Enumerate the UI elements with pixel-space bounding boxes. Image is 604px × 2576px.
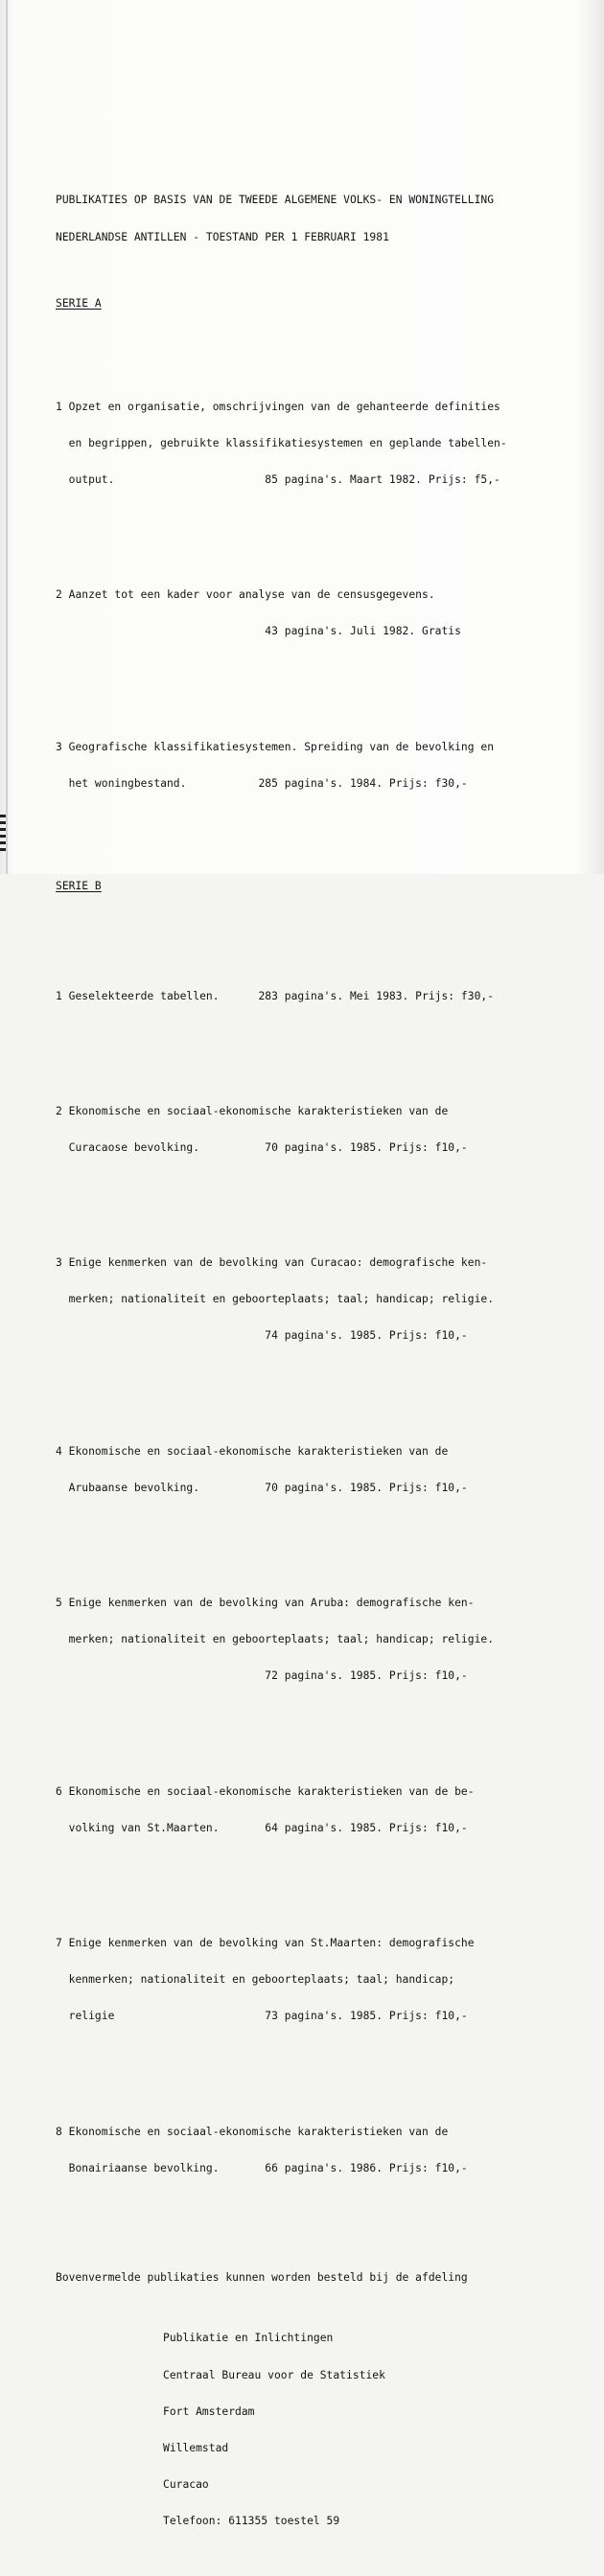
order-intro: Bovenvermelde publikaties kunnen worden besteld bij de afdeling xyxy=(56,2270,468,2284)
serie-a-item-1 xyxy=(56,377,573,511)
serie-a-item-2 xyxy=(56,565,573,663)
serie-b-item-5 xyxy=(56,1574,573,1708)
serie-b-item-4 xyxy=(56,1421,573,1519)
address-line: Centraal Bureau voor de Statistiek xyxy=(163,2368,385,2381)
list-item-line: kenmerken; nationaliteit en geboorteplaats; taal; handicap; xyxy=(56,1973,455,1987)
serie-b-item-7 xyxy=(56,1914,573,2048)
serie-b-heading: SERIE B xyxy=(56,880,102,893)
serie-b-item-8 xyxy=(56,2102,573,2199)
serie-b-item-3 xyxy=(56,1233,573,1368)
serie-b-item-6 xyxy=(56,1761,573,1859)
publication-list xyxy=(56,171,573,2576)
serie-b-item-2 xyxy=(56,1081,573,1179)
list-item-line: merken; nationaliteit en geboorteplaats; taal; handicap; religie. xyxy=(56,1633,495,1646)
list-item-line: 2 Ekonomische en sociaal-ekonomische karakteristieken van de xyxy=(56,1104,449,1117)
list-item-line: output. 85 pagina's. Maart 1982. Prijs: f5,- xyxy=(56,472,500,486)
address-telephone: Telefoon: 611355 toestel 59 xyxy=(163,2514,340,2527)
scan-edge-marks xyxy=(0,815,6,853)
list-item-line: 74 pagina's. 1985. Prijs: f10,- xyxy=(56,1329,468,1343)
list-item-line: merken; nationaliteit en geboorteplaats; taal; handicap; religie. xyxy=(56,1293,495,1306)
serie-a-heading: SERIE A xyxy=(56,297,102,310)
document-title-line-2: NEDERLANDSE ANTILLEN - TOESTAND PER 1 FEBRUARI 1981 xyxy=(56,230,389,243)
list-item-line: 1 Opzet en organisatie, omschrijvingen van de gehanteerde definities xyxy=(56,400,500,413)
list-item-line: 3 Enige kenmerken van de bevolking van Curacao: demografische ken- xyxy=(56,1256,488,1270)
list-item-line: 2 Aanzet tot een kader voor analyse van de censusgegevens. xyxy=(56,588,435,602)
document-title-line-1: PUBLIKATIES OP BASIS VAN DE TWEEDE ALGEMENE VOLKS- EN WONINGTELLING xyxy=(56,194,495,207)
list-item-line: 6 Ekonomische en sociaal-ekonomische karakteristieken van de be- xyxy=(56,1784,475,1798)
list-item-line: volking van St.Maarten. 64 pagina's. 1985. Prijs: f10,- xyxy=(56,1821,468,1834)
address-line: Willemstad xyxy=(163,2441,229,2454)
list-item-line: 43 pagina's. Juli 1982. Gratis xyxy=(56,625,461,638)
binding-edge xyxy=(6,0,8,874)
list-item-line: 8 Ekonomische en sociaal-ekonomische karakteristieken van de xyxy=(56,2125,449,2138)
list-item-line: Bonairiaanse bevolking. 66 pagina's. 1986. Prijs: f10,- xyxy=(56,2161,468,2174)
address-line: Fort Amsterdam xyxy=(163,2404,255,2418)
list-item-line: het woningbestand. 285 pagina's. 1984. Prijs: f30,- xyxy=(56,776,468,790)
address-line: Publikatie en Inlichtingen xyxy=(163,2332,334,2345)
serie-a-item-3 xyxy=(56,717,573,815)
list-item-line: en begrippen, gebruikte klassifikatiesystemen en geplande tabellen- xyxy=(56,436,507,449)
list-item-line: 7 Enige kenmerken van de bevolking van St.Maarten: demografische xyxy=(56,1937,475,1950)
list-item-line: religie 73 pagina's. 1985. Prijs: f10,- xyxy=(56,2010,468,2023)
serie-b-item-1 xyxy=(56,966,573,1027)
address-line: Curacao xyxy=(163,2477,209,2491)
list-item-line: 1 Geselekteerde tabellen. 283 pagina's. Mei 1983. Prijs: f30,- xyxy=(56,989,495,1002)
list-item-line: Arubaanse bevolking. 70 pagina's. 1985. Prijs: f10,- xyxy=(56,1481,468,1494)
list-item-line: Curacaose bevolking. 70 pagina's. 1985. Prijs: f10,- xyxy=(56,1140,468,1154)
list-item-line: 5 Enige kenmerken van de bevolking van Aruba: demografische ken- xyxy=(56,1597,475,1610)
list-item-line: 72 pagina's. 1985. Prijs: f10,- xyxy=(56,1669,468,1683)
list-item-line: 3 Geografische klassifikatiesystemen. Spreiding van de bevolking en xyxy=(56,740,495,753)
list-item-line: 4 Ekonomische en sociaal-ekonomische karakteristieken van de xyxy=(56,1444,449,1458)
order-address xyxy=(56,2309,573,2552)
